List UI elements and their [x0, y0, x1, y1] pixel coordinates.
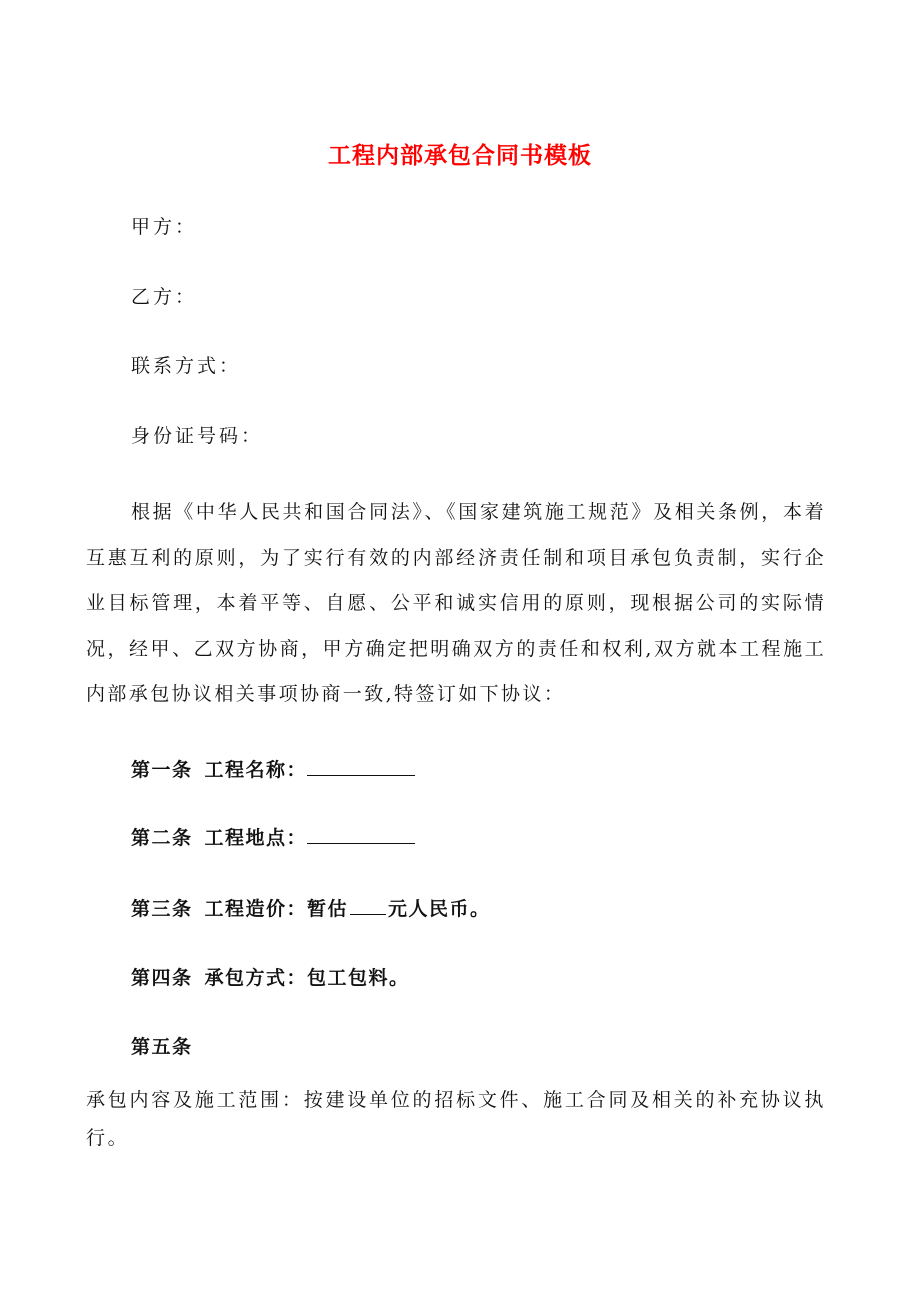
clause-2-label: 工程地点：	[204, 827, 308, 849]
clause-5-text: 承包内容及施工范围：按建设单位的招标文件、施工合同及相关的补充协议执行。	[86, 1089, 826, 1149]
clause-4-number: 第四条	[131, 967, 193, 989]
contact-field: 联系方式：	[131, 355, 242, 377]
clause-5-number: 第五条	[131, 1036, 193, 1058]
intro-paragraph: 根据《中华人民共和国合同法》、《国家建筑施工规范》及相关条例，本着互惠互利的原则，为了实行有效的内部经济责任制和项目承包负责制，实行企业目标管理，本着平等、自愿、公平和诚实信用的原则，现根据公司的实际情况，经甲、乙双方协商，甲方确定把明确双方的责任和权利,双方就本工程施工内部承包协议相关事项协商一致,特签订如下协议：	[86, 501, 826, 705]
clause-2	[131, 823, 415, 852]
document-title: 工程内部承包合同书模板	[328, 142, 592, 169]
id-number-field: 身份证号码：	[131, 425, 264, 447]
party-b-field: 乙方：	[131, 286, 198, 308]
clause-3-blank	[350, 894, 386, 915]
clause-3	[131, 894, 491, 923]
clause-2-blank	[307, 823, 415, 844]
clause-1-label: 工程名称：	[204, 759, 308, 781]
clause-2-number: 第二条	[131, 827, 193, 849]
clause-3-label-after: 元人民币。	[388, 898, 491, 920]
clause-3-number: 第三条	[131, 898, 193, 920]
clause-1	[131, 755, 415, 784]
clause-4	[131, 964, 410, 992]
clause-4-label: 承包方式：包工包料。	[204, 967, 410, 989]
party-a-field: 甲方：	[131, 216, 198, 238]
clause-1-number: 第一条	[131, 759, 193, 781]
clause-3-label-before: 工程造价：暂估	[204, 898, 349, 920]
clause-1-blank	[307, 755, 415, 776]
